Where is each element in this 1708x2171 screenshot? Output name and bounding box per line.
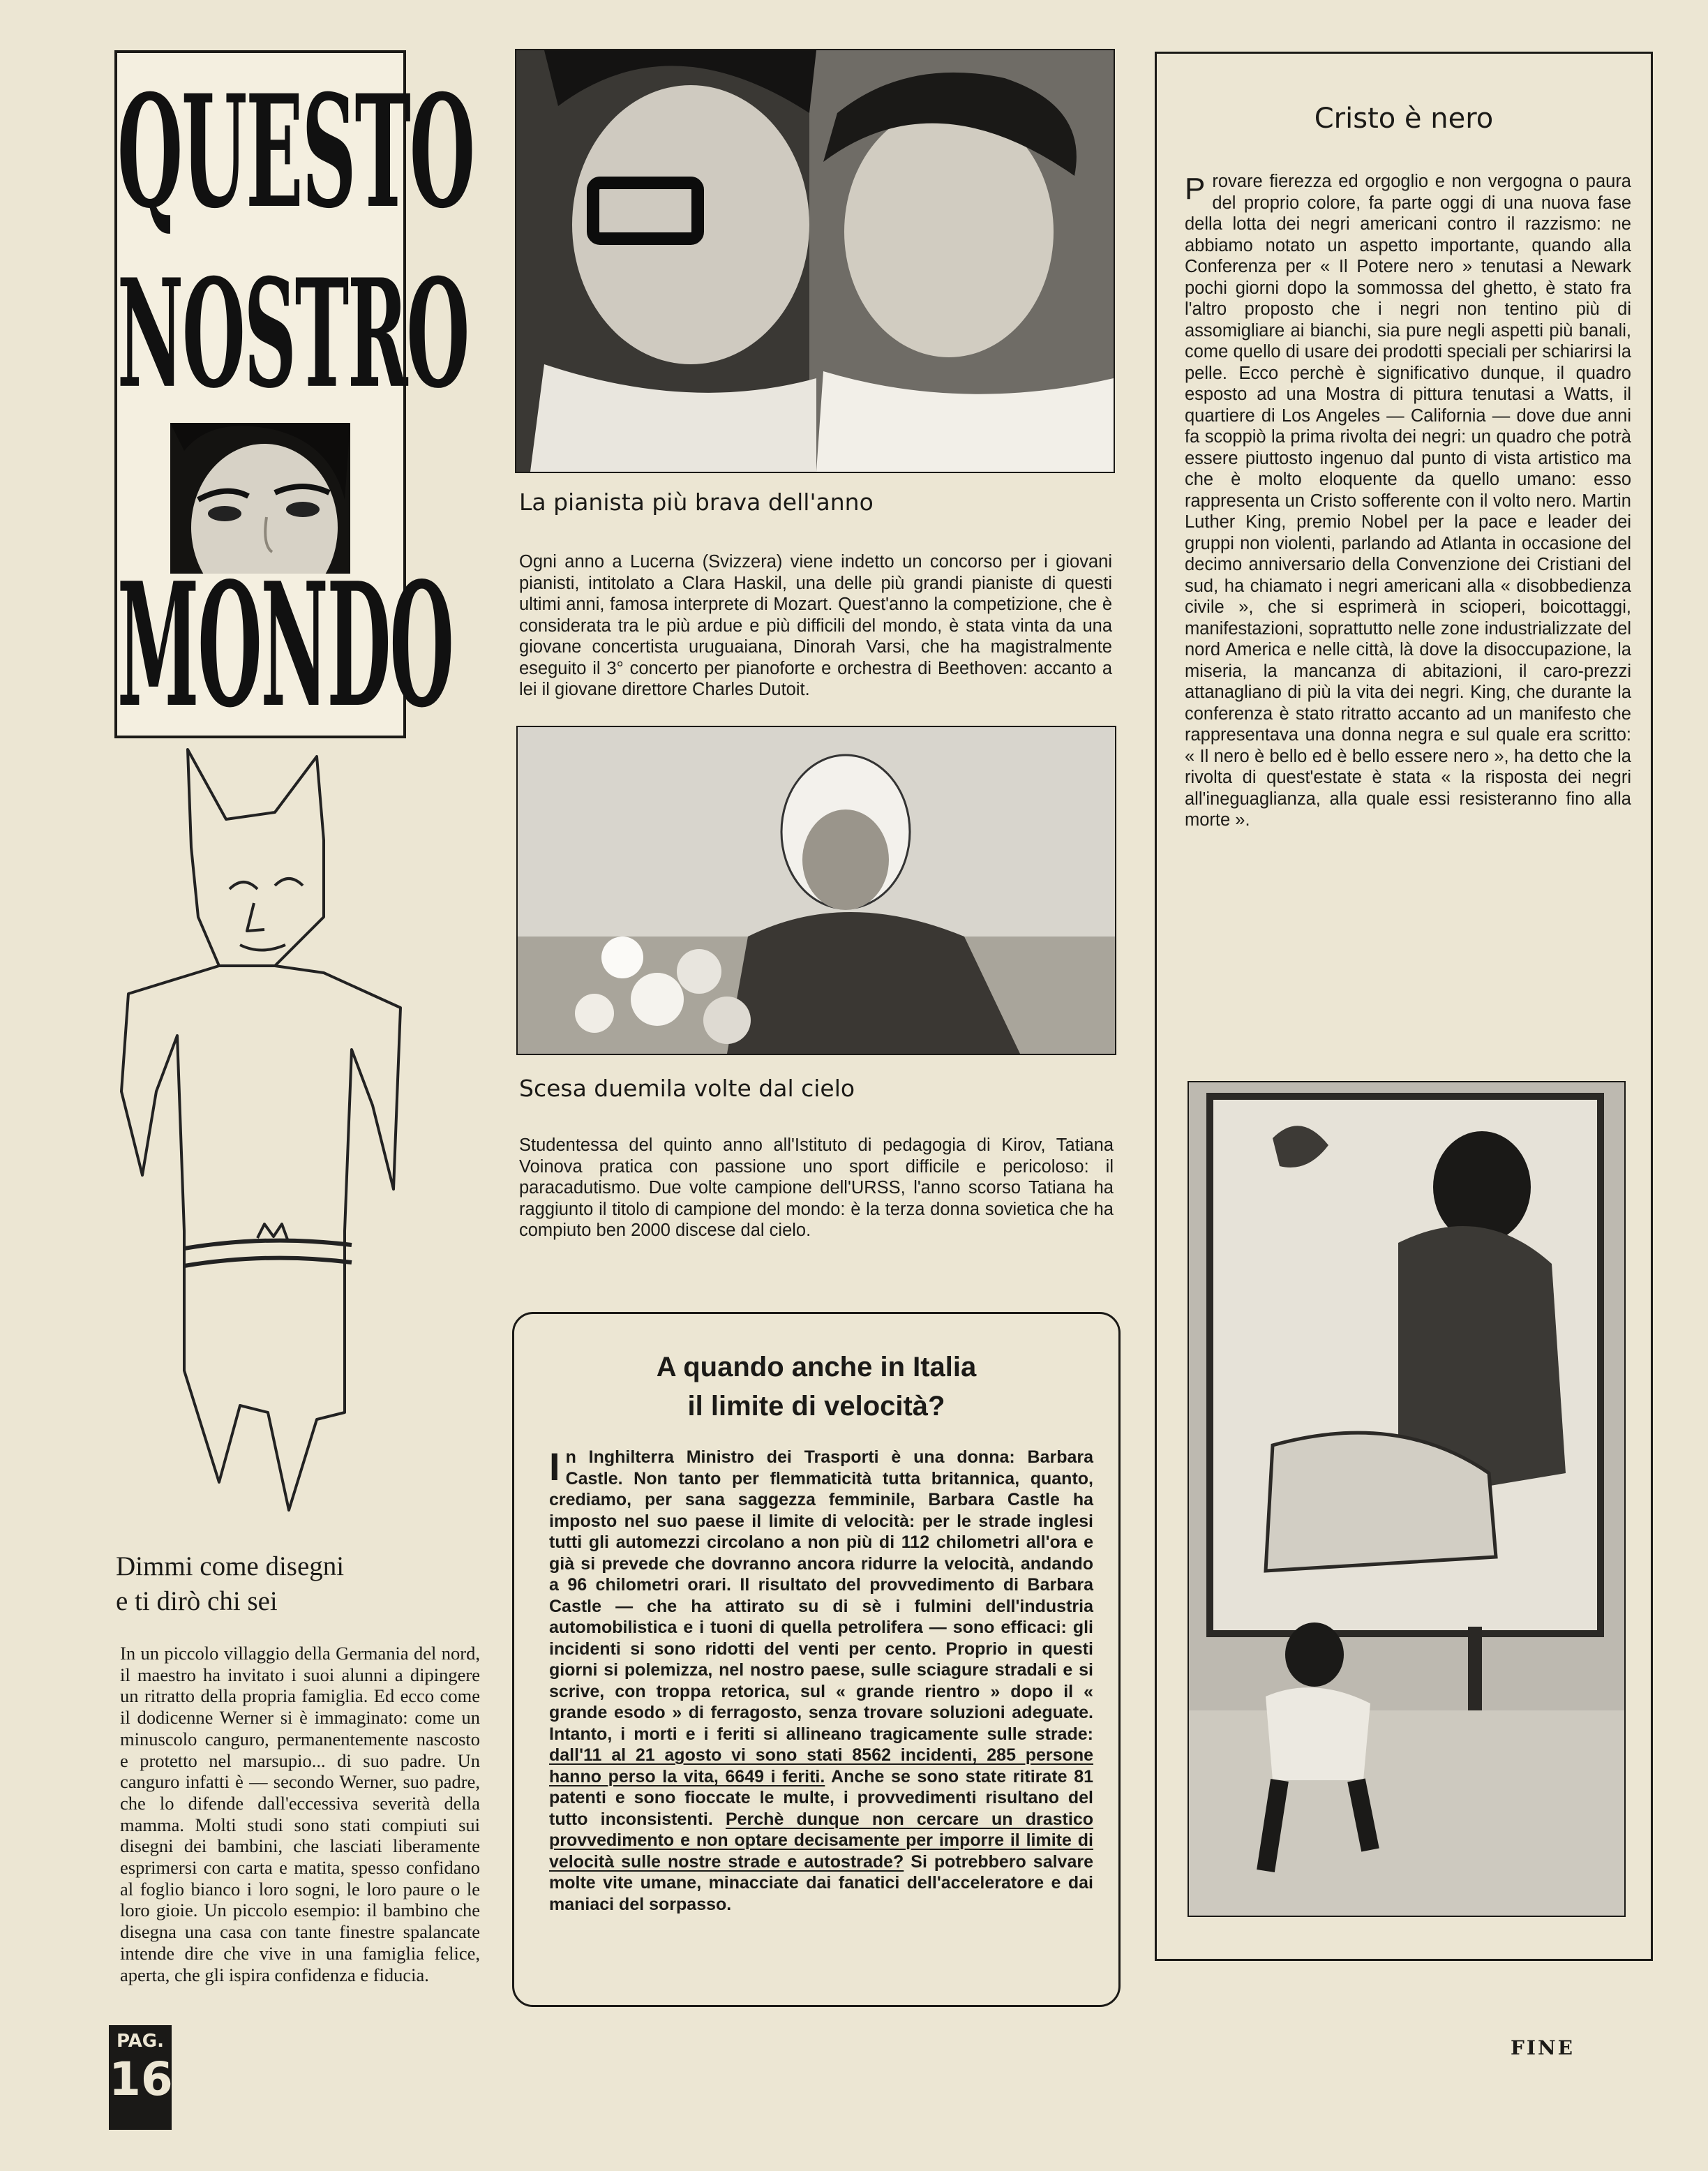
cristo-body-text: rovare fierezza ed orgoglio e non vergogna o paura del proprio colore, fa parte oggi di una nuova fase della lotta dei negri americani contro il razzismo: ne abbiamo notato un aspetto importante, quando alla Conferenza per « Il Potere nero » tenutasi a Newark pochi giorni dopo la sommossa del ghetto, è stato fra l'altro proposto che i negri non tentino più di assomigliare ai bianchi, sia pure negli aspetti più banali, come quello di usare dei prodotti speciali per schiarirsi la pelle. Ecco perchè è significativo dunque, il quadro esposto ad una Mostra di pittura tenutasi a Watts, il quartiere di Los Angeles — California — dove due anni fa scoppiò la prima rivolta dei negri: un quadro che potrà essere piuttosto ingenuo dal punto di vista artistico ma che è molto eloquente da quello umano: esso rappresenta un Cristo sofferente con il volto nero. Martin Luther King, premio Nobel per la pace e leader dei gruppi non violenti, parlando ad Atlanta in occasione del decimo anniversario della Convenzione dei Cristiani del sud, ha chiamato i negri americani alla « disobbedienza civile », che si esprimerà in scioperi, boicottaggi, manifestazioni, soprattutto nelle zone industrializzate del nord America e nelle città, là dove la disoccupazione, la miseria, la mancanza di abitazioni, il caro-prezzi attanagliano di più la vita dei negri. King, che durante la conferenza è stato ritratto accanto ad un manifesto che rappresentava una donna negra e sul quale era scritto: « Il nero è bello ed è bello essere nero », ha detto che la rivolta di quest'estate è stata « la risposta dei negri all'ineguaglianza, alla quale essi resisteranno fino alla morte ». — [1185, 172, 1631, 830]
italia-body-part1: n Inghilterra Ministro dei Trasporti è una donna: Barbara Castle. Non tanto per flemmaticità tutta britannica, quanto, crediamo, per sana saggezza femminile, Barbara Castle ha imposto nel suo paese il limite di velocità: per le strade inglesi tutti gli automezzi circolano a non più di 112 chilometri all'ora e già si prevede che dovranno ancora ridurre la velocità, andando a 96 chilometri orari. Il risultato del provvedimento di Barbara Castle — che ha attirato su di sè i fulmini dell'industria automobilistica e i tuoni di quella petrolifera — sono efficaci: gli incidenti si sono ridotti del venti per cento. Proprio in questi giorni si polemizza, nel nostro paese, sulle sciagure stradali e si scrive, con troppa retorica, sul « grande rientro » dopo il « grande esodo » di ferragosto, senza trovare soluzioni adeguate. Intanto, i morti e i feriti si allineano tragicamente sulle strade: — [549, 1447, 1093, 1744]
parachutist-body: Studentessa del quinto anno all'Istituto di pedagogia di Kirov, Tatiana Voinova pratica con passione uno sport difficile e pericoloso: il paracadutismo. Due volte campione dell'URSS, l'anno scorso Tatiana ha raggiunto il titolo di campione del mondo: è la terza donna sovietica che ha compiuto ben 2000 discese dal cielo. — [519, 1135, 1114, 1240]
drawing-title: Dimmi come disegni e ti dirò chi sei — [116, 1551, 345, 1616]
italia-body-highlight2: Perchè dunque non cercare un drastico provvedimento e non optare decisamente per imporre il limite di velocità sulle nostre strade e autostrade? — [549, 1809, 1093, 1872]
page-number-badge — [109, 2025, 172, 2130]
cristo-title: Cristo è nero — [1314, 103, 1494, 135]
italia-body — [549, 1447, 1093, 1915]
italia-body-part2: Anche se sono state ritirate 81 patenti e sono fioccate le multe, i provvedimenti risultano del tutto inconsistenti. — [549, 1766, 1094, 1829]
page-number: 16 — [109, 2052, 173, 2106]
cristo-dropcap: P — [1185, 172, 1206, 206]
masthead-line-mondo: MONDO — [117, 544, 453, 745]
cristo-photo — [1188, 1081, 1626, 1917]
italia-dropcap: I — [549, 1445, 560, 1489]
italia-box — [512, 1312, 1121, 2007]
fine-label: FINE — [1511, 2036, 1575, 2059]
child-drawing — [114, 743, 435, 1524]
cristo-box — [1155, 52, 1653, 1961]
parachutist-photo — [516, 726, 1116, 1055]
masthead-line-nostro: NOSTRO — [117, 246, 469, 422]
masthead-line-questo: QUESTO — [117, 63, 474, 244]
parachutist-title: Scesa duemila volte dal cielo — [519, 1075, 855, 1102]
pianist-body: Ogni anno a Lucerna (Svizzera) viene indetto un concorso per i giovani pianisti, intitolato a Clara Haskil, una delle più grandi pianiste di questi ultimi anni, famosa interprete di Mozart. Quest'anno la competizione, che è considerata tra le più ardue e più difficili del mondo, è stata vinta da una giovane concertista uruguaiana, Dinorah Varsi, che ha magistralmente eseguito il 3° concerto per pianoforte e orchestra di Beethoven: accanto a lei il giovane direttore Charles Dutoit. — [519, 552, 1112, 699]
pianist-title: La pianista più brava dell'anno — [519, 488, 874, 516]
masthead — [114, 50, 474, 745]
drawing-body: In un piccolo villaggio della Germania del nord, il maestro ha invitato i suoi alunni a dipingere un ritratto della propria famiglia. Ed ecco come il dodicenne Werner si è immaginato: come un minuscolo canguro, permanentemente nascosto e protetto nel marsupio... di suo padre. Un canguro infatti è — secondo Werner, suo padre, che lo difende dall'eccessiva severità della mamma. Molti studi sono stati compiuti sui disegni dei bambini, che lasciati liberamente esprimersi con carta e matita, spesso confidano al foglio bianco i loro sogni, le loro paure o le loro gioie. Un piccolo esempio: il bambino che disegna una casa con tante finestre spalancate intende dire che vive in una famiglia felice, aperta, che gli ispira confidenza e fiducia. — [120, 1643, 480, 1985]
italia-body-part3: Si potrebbero salvare molte vite umane, minacciate dai fanatici dell'acceleratore e dai maniaci del sorpasso. — [549, 1851, 1093, 1914]
cristo-body — [1185, 171, 1631, 831]
italia-title: A quando anche in Italia il limite di velocità? — [656, 1352, 977, 1422]
pianist-photo — [515, 49, 1115, 473]
page-label: PAG. — [116, 2031, 164, 2052]
italia-body-highlight1: dall'11 al 21 agosto vi sono stati 8562 incidenti, 285 persone hanno perso la vita, 6649 i feriti. — [549, 1745, 1093, 1786]
